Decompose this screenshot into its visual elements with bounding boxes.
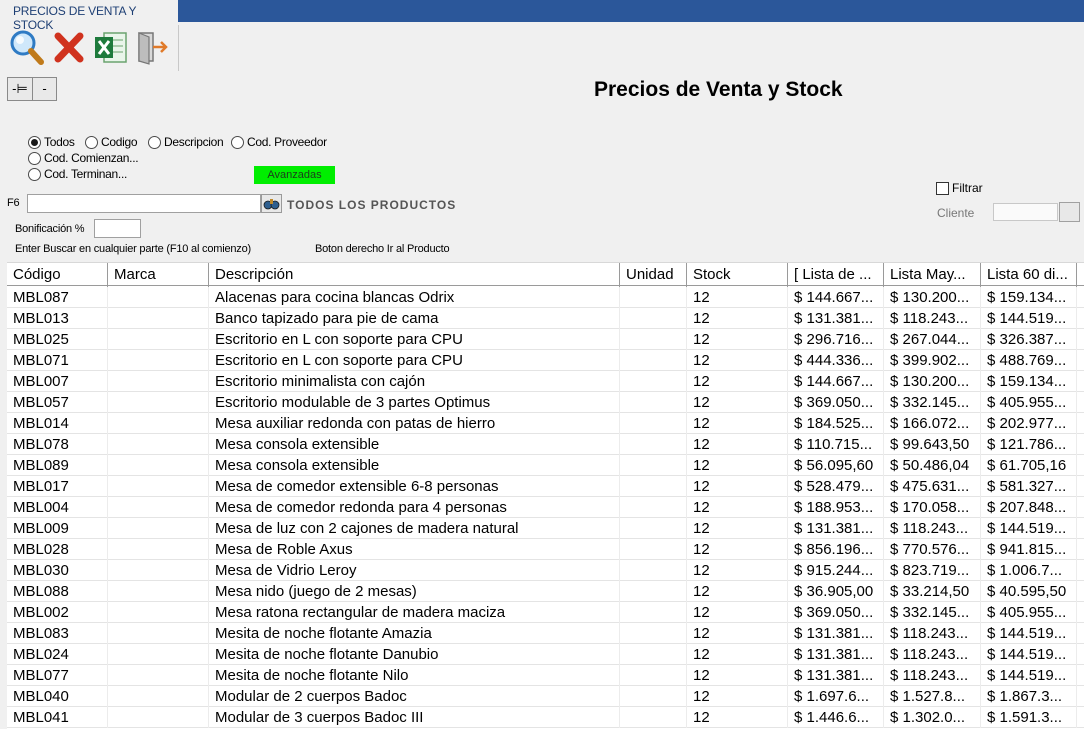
cell-codigo: MBL071 bbox=[7, 350, 108, 371]
checkbox-box bbox=[936, 182, 949, 195]
cell-marca bbox=[108, 602, 209, 623]
table-row[interactable] bbox=[7, 623, 1084, 644]
cell-descripcion: Mesa consola extensible bbox=[209, 434, 620, 455]
cell-descripcion: Mesa consola extensible bbox=[209, 455, 620, 476]
radio-indicator bbox=[28, 168, 41, 181]
page-title: Precios de Venta y Stock bbox=[594, 78, 843, 101]
cell-lista-de: $ 110.715... bbox=[788, 434, 884, 455]
export-excel-button[interactable] bbox=[93, 28, 129, 66]
cell-unidad bbox=[620, 560, 687, 581]
cell-lista-60-dias: $ 159.134... bbox=[981, 371, 1077, 392]
cell-unidad bbox=[620, 434, 687, 455]
cell-marca bbox=[108, 371, 209, 392]
cell-lista-60-dias: $ 405.955... bbox=[981, 392, 1077, 413]
bonificacion-label: Bonificación % bbox=[15, 223, 85, 235]
cell-lista-mayorista: $ 332.145... bbox=[884, 392, 981, 413]
table-row[interactable] bbox=[7, 518, 1084, 539]
cell-lista-de: $ 188.953... bbox=[788, 497, 884, 518]
cell-marca bbox=[108, 455, 209, 476]
table-row[interactable] bbox=[7, 455, 1084, 476]
cell-unidad bbox=[620, 644, 687, 665]
cliente-input[interactable] bbox=[993, 203, 1058, 221]
cell-lista-de: $ 131.381... bbox=[788, 308, 884, 329]
cell-lista-mayorista: $ 267.044... bbox=[884, 329, 981, 350]
table-row[interactable] bbox=[7, 371, 1084, 392]
cell-lista-de: $ 36.905,00 bbox=[788, 581, 884, 602]
radio-descripcion[interactable] bbox=[148, 135, 223, 149]
radio-indicator bbox=[28, 152, 41, 165]
cell-unidad bbox=[620, 497, 687, 518]
cell-marca bbox=[108, 497, 209, 518]
cell-lista-60-dias: $ 941.815... bbox=[981, 539, 1077, 560]
cell-marca bbox=[108, 350, 209, 371]
cell-lista-de: $ 144.667... bbox=[788, 287, 884, 308]
cell-lista-60-dias: $ 144.519... bbox=[981, 644, 1077, 665]
cell-descripcion: Mesita de noche flotante Amazia bbox=[209, 623, 620, 644]
cell-lista-de: $ 444.336... bbox=[788, 350, 884, 371]
column-header-descripcion[interactable]: Descripción bbox=[209, 263, 620, 287]
cell-descripcion: Banco tapizado para pie de cama bbox=[209, 308, 620, 329]
cell-marca bbox=[108, 539, 209, 560]
cell-marca bbox=[108, 560, 209, 581]
cell-lista-de: $ 131.381... bbox=[788, 644, 884, 665]
cell-marca bbox=[108, 413, 209, 434]
toolbar bbox=[0, 23, 1084, 73]
radio-indicator bbox=[148, 136, 161, 149]
cell-lista-de: $ 296.716... bbox=[788, 329, 884, 350]
cell-lista-mayorista: $ 770.576... bbox=[884, 539, 981, 560]
exit-icon bbox=[135, 28, 171, 66]
cell-codigo: MBL078 bbox=[7, 434, 108, 455]
cell-lista-mayorista: $ 118.243... bbox=[884, 665, 981, 686]
table-row[interactable] bbox=[7, 287, 1084, 308]
exit-button[interactable] bbox=[135, 28, 171, 66]
cell-lista-mayorista: $ 823.719... bbox=[884, 560, 981, 581]
search-icon bbox=[8, 28, 44, 66]
cell-lista-60-dias: $ 40.595,50 bbox=[981, 581, 1077, 602]
right-click-hint: Boton derecho Ir al Producto bbox=[315, 243, 450, 255]
cell-lista-60-dias: $ 326.387... bbox=[981, 329, 1077, 350]
table-row[interactable] bbox=[7, 434, 1084, 455]
column-header-unidad[interactable]: Unidad bbox=[620, 263, 687, 287]
cell-lista-mayorista: $ 1.527.8... bbox=[884, 686, 981, 707]
cell-lista-mayorista: $ 1.302.0... bbox=[884, 707, 981, 728]
cell-unidad bbox=[620, 623, 687, 644]
cell-unidad bbox=[620, 686, 687, 707]
radio-indicator bbox=[85, 136, 98, 149]
search-input[interactable] bbox=[27, 194, 261, 213]
cell-stock: 12 bbox=[687, 497, 788, 518]
cell-stock: 12 bbox=[687, 560, 788, 581]
cell-descripcion: Escritorio en L con soporte para CPU bbox=[209, 329, 620, 350]
products-grid bbox=[7, 262, 1084, 729]
cell-marca bbox=[108, 686, 209, 707]
cell-codigo: MBL041 bbox=[7, 707, 108, 728]
radio-codigo[interactable] bbox=[85, 135, 137, 149]
cell-unidad bbox=[620, 602, 687, 623]
cell-lista-mayorista: $ 33.214,50 bbox=[884, 581, 981, 602]
cell-marca bbox=[108, 308, 209, 329]
cell-marca bbox=[108, 434, 209, 455]
advanced-button[interactable]: Avanzadas bbox=[254, 166, 335, 184]
cell-marca bbox=[108, 518, 209, 539]
cell-codigo: MBL009 bbox=[7, 518, 108, 539]
radio-cod-terminan[interactable] bbox=[28, 167, 127, 181]
cell-marca bbox=[108, 644, 209, 665]
cell-unidad bbox=[620, 413, 687, 434]
cell-lista-mayorista: $ 475.631... bbox=[884, 476, 981, 497]
table-row[interactable] bbox=[7, 686, 1084, 707]
cell-lista-60-dias: $ 144.519... bbox=[981, 518, 1077, 539]
table-row[interactable] bbox=[7, 560, 1084, 581]
radio-label: Todos bbox=[44, 135, 75, 149]
cell-descripcion: Mesa de luz con 2 cajones de madera natural bbox=[209, 518, 620, 539]
cell-marca bbox=[108, 329, 209, 350]
cell-lista-60-dias: $ 202.977... bbox=[981, 413, 1077, 434]
cell-lista-de: $ 369.050... bbox=[788, 602, 884, 623]
cell-descripcion: Mesa nido (juego de 2 mesas) bbox=[209, 581, 620, 602]
cell-lista-mayorista: $ 99.643,50 bbox=[884, 434, 981, 455]
cell-descripcion: Escritorio en L con soporte para CPU bbox=[209, 350, 620, 371]
table-row[interactable] bbox=[7, 644, 1084, 665]
cell-lista-60-dias: $ 405.955... bbox=[981, 602, 1077, 623]
cell-stock: 12 bbox=[687, 686, 788, 707]
cell-descripcion: Alacenas para cocina blancas Odrix bbox=[209, 287, 620, 308]
cell-descripcion: Escritorio minimalista con cajón bbox=[209, 371, 620, 392]
cell-unidad bbox=[620, 308, 687, 329]
cell-lista-mayorista: $ 118.243... bbox=[884, 518, 981, 539]
cell-lista-mayorista: $ 130.200... bbox=[884, 287, 981, 308]
cell-lista-de: $ 1.446.6... bbox=[788, 707, 884, 728]
cell-lista-de: $ 144.667... bbox=[788, 371, 884, 392]
cell-unidad bbox=[620, 665, 687, 686]
cell-descripcion: Modular de 3 cuerpos Badoc III bbox=[209, 707, 620, 728]
cell-lista-60-dias: $ 581.327... bbox=[981, 476, 1077, 497]
radio-label: Cod. Proveedor bbox=[247, 135, 327, 149]
cell-lista-mayorista: $ 166.072... bbox=[884, 413, 981, 434]
column-header-lista-mayorista[interactable]: Lista May... bbox=[884, 263, 981, 287]
cell-codigo: MBL030 bbox=[7, 560, 108, 581]
cell-stock: 12 bbox=[687, 581, 788, 602]
enter-hint: Enter Buscar en cualquier parte (F10 al comienzo) bbox=[15, 243, 251, 255]
cell-stock: 12 bbox=[687, 287, 788, 308]
cell-codigo: MBL002 bbox=[7, 602, 108, 623]
table-row[interactable] bbox=[7, 350, 1084, 371]
cell-unidad bbox=[620, 707, 687, 728]
column-header-stock[interactable]: Stock bbox=[687, 263, 788, 287]
radio-cod-proveedor[interactable] bbox=[231, 135, 327, 149]
table-row[interactable] bbox=[7, 476, 1084, 497]
cell-lista-60-dias: $ 207.848... bbox=[981, 497, 1077, 518]
cliente-lookup-button[interactable] bbox=[1059, 202, 1080, 222]
cell-codigo: MBL057 bbox=[7, 392, 108, 413]
cell-descripcion: Mesa de Roble Axus bbox=[209, 539, 620, 560]
cell-descripcion: Mesa de Vidrio Leroy bbox=[209, 560, 620, 581]
cell-lista-de: $ 56.095,60 bbox=[788, 455, 884, 476]
cell-codigo: MBL007 bbox=[7, 371, 108, 392]
binoculars-icon bbox=[262, 195, 281, 212]
cell-lista-60-dias: $ 61.705,16 bbox=[981, 455, 1077, 476]
checkbox-label: Filtrar bbox=[952, 181, 983, 195]
cell-lista-de: $ 131.381... bbox=[788, 665, 884, 686]
radio-indicator bbox=[231, 136, 244, 149]
cell-lista-60-dias: $ 121.786... bbox=[981, 434, 1077, 455]
toolbar-separator bbox=[178, 25, 179, 71]
cell-unidad bbox=[620, 392, 687, 413]
cell-codigo: MBL083 bbox=[7, 623, 108, 644]
search-button[interactable] bbox=[8, 28, 44, 66]
column-header-lista-de[interactable]: [ Lista de ... bbox=[788, 263, 884, 287]
cell-lista-de: $ 131.381... bbox=[788, 623, 884, 644]
cell-marca bbox=[108, 581, 209, 602]
cell-stock: 12 bbox=[687, 476, 788, 497]
pin-button[interactable]: -⊨ bbox=[7, 77, 33, 101]
cell-lista-de: $ 1.697.6... bbox=[788, 686, 884, 707]
cell-lista-60-dias: $ 144.519... bbox=[981, 308, 1077, 329]
search-go-button[interactable] bbox=[261, 194, 282, 213]
cell-lista-mayorista: $ 118.243... bbox=[884, 623, 981, 644]
cell-lista-60-dias: $ 488.769... bbox=[981, 350, 1077, 371]
cell-codigo: MBL040 bbox=[7, 686, 108, 707]
cell-codigo: MBL004 bbox=[7, 497, 108, 518]
table-row[interactable] bbox=[7, 707, 1084, 728]
cell-unidad bbox=[620, 581, 687, 602]
cell-lista-60-dias: $ 159.134... bbox=[981, 287, 1077, 308]
table-row[interactable] bbox=[7, 392, 1084, 413]
tab-precios-de-venta[interactable]: PRECIOS DE VENTA Y STOCK bbox=[0, 0, 178, 23]
radio-label: Cod. Comienzan... bbox=[44, 151, 139, 165]
cell-marca bbox=[108, 707, 209, 728]
cell-unidad bbox=[620, 539, 687, 560]
cell-codigo: MBL077 bbox=[7, 665, 108, 686]
cell-codigo: MBL024 bbox=[7, 644, 108, 665]
cell-stock: 12 bbox=[687, 539, 788, 560]
cell-lista-mayorista: $ 50.486,04 bbox=[884, 455, 981, 476]
cell-lista-de: $ 184.525... bbox=[788, 413, 884, 434]
cell-stock: 12 bbox=[687, 455, 788, 476]
cell-descripcion: Mesita de noche flotante Nilo bbox=[209, 665, 620, 686]
cancel-button[interactable] bbox=[52, 28, 88, 66]
table-row[interactable] bbox=[7, 602, 1084, 623]
cell-stock: 12 bbox=[687, 329, 788, 350]
cell-descripcion: Mesa de comedor redonda para 4 personas bbox=[209, 497, 620, 518]
radio-todos[interactable] bbox=[28, 135, 75, 149]
cell-lista-mayorista: $ 399.902... bbox=[884, 350, 981, 371]
cell-lista-mayorista: $ 118.243... bbox=[884, 644, 981, 665]
cell-codigo: MBL089 bbox=[7, 455, 108, 476]
cell-descripcion: Mesita de noche flotante Danubio bbox=[209, 644, 620, 665]
cell-codigo: MBL028 bbox=[7, 539, 108, 560]
cell-descripcion: Mesa auxiliar redonda con patas de hierro bbox=[209, 413, 620, 434]
cell-descripcion: Mesa de comedor extensible 6-8 personas bbox=[209, 476, 620, 497]
cell-stock: 12 bbox=[687, 371, 788, 392]
table-row[interactable] bbox=[7, 581, 1084, 602]
cell-codigo: MBL088 bbox=[7, 581, 108, 602]
cell-stock: 12 bbox=[687, 392, 788, 413]
search-shortcut-label: F6 bbox=[7, 197, 20, 209]
cell-lista-de: $ 528.479... bbox=[788, 476, 884, 497]
grid-header bbox=[7, 262, 1084, 286]
cell-unidad bbox=[620, 455, 687, 476]
radio-cod-comienzan[interactable] bbox=[28, 151, 138, 165]
cell-lista-de: $ 369.050... bbox=[788, 392, 884, 413]
cell-codigo: MBL087 bbox=[7, 287, 108, 308]
close-icon bbox=[52, 28, 88, 66]
cell-marca bbox=[108, 287, 209, 308]
cell-lista-60-dias: $ 1.867.3... bbox=[981, 686, 1077, 707]
excel-icon bbox=[93, 28, 129, 66]
table-row[interactable] bbox=[7, 497, 1084, 518]
cell-marca bbox=[108, 665, 209, 686]
cell-descripcion: Mesa ratona rectangular de madera maciza bbox=[209, 602, 620, 623]
column-header-lista-60-dias[interactable]: Lista 60 di... bbox=[981, 263, 1077, 287]
column-header-marca[interactable]: Marca bbox=[108, 263, 209, 287]
table-row[interactable] bbox=[7, 665, 1084, 686]
cell-unidad bbox=[620, 287, 687, 308]
bonificacion-input[interactable] bbox=[94, 219, 141, 238]
cell-unidad bbox=[620, 518, 687, 539]
cell-codigo: MBL014 bbox=[7, 413, 108, 434]
cliente-label: Cliente bbox=[937, 206, 975, 220]
cell-codigo: MBL017 bbox=[7, 476, 108, 497]
cell-unidad bbox=[620, 350, 687, 371]
table-row[interactable] bbox=[7, 413, 1084, 434]
cell-stock: 12 bbox=[687, 644, 788, 665]
cell-stock: 12 bbox=[687, 623, 788, 644]
cell-marca bbox=[108, 476, 209, 497]
radio-label: Codigo bbox=[101, 135, 138, 149]
radio-label: Cod. Terminan... bbox=[44, 167, 128, 181]
cell-marca bbox=[108, 392, 209, 413]
cell-codigo: MBL025 bbox=[7, 329, 108, 350]
cell-unidad bbox=[620, 329, 687, 350]
cell-stock: 12 bbox=[687, 413, 788, 434]
cell-stock: 12 bbox=[687, 350, 788, 371]
cell-lista-de: $ 131.381... bbox=[788, 518, 884, 539]
cell-stock: 12 bbox=[687, 602, 788, 623]
cell-stock: 12 bbox=[687, 665, 788, 686]
cell-stock: 12 bbox=[687, 434, 788, 455]
cell-codigo: MBL013 bbox=[7, 308, 108, 329]
cell-descripcion: Modular de 2 cuerpos Badoc bbox=[209, 686, 620, 707]
cell-lista-de: $ 915.244... bbox=[788, 560, 884, 581]
cell-descripcion: Escritorio modulable de 3 partes Optimus bbox=[209, 392, 620, 413]
table-row[interactable] bbox=[7, 308, 1084, 329]
cell-lista-60-dias: $ 1.591.3... bbox=[981, 707, 1077, 728]
cell-stock: 12 bbox=[687, 707, 788, 728]
table-row[interactable] bbox=[7, 329, 1084, 350]
cell-unidad bbox=[620, 476, 687, 497]
filtrar-checkbox[interactable] bbox=[936, 181, 983, 195]
cell-lista-60-dias: $ 144.519... bbox=[981, 623, 1077, 644]
cell-lista-de: $ 856.196... bbox=[788, 539, 884, 560]
radio-label: Descripcion bbox=[164, 135, 224, 149]
cell-lista-60-dias: $ 1.006.7... bbox=[981, 560, 1077, 581]
cell-lista-60-dias: $ 144.519... bbox=[981, 665, 1077, 686]
cell-lista-mayorista: $ 170.058... bbox=[884, 497, 981, 518]
cell-lista-mayorista: $ 118.243... bbox=[884, 308, 981, 329]
cell-stock: 12 bbox=[687, 518, 788, 539]
cell-unidad bbox=[620, 371, 687, 392]
collapse-button[interactable]: - bbox=[32, 77, 57, 101]
cell-lista-mayorista: $ 332.145... bbox=[884, 602, 981, 623]
cell-lista-mayorista: $ 130.200... bbox=[884, 371, 981, 392]
radio-indicator bbox=[28, 136, 41, 149]
table-row[interactable] bbox=[7, 539, 1084, 560]
cell-marca bbox=[108, 623, 209, 644]
cell-stock: 12 bbox=[687, 308, 788, 329]
column-header-codigo[interactable]: Código bbox=[7, 263, 108, 287]
search-result-label: TODOS LOS PRODUCTOS bbox=[287, 198, 457, 212]
